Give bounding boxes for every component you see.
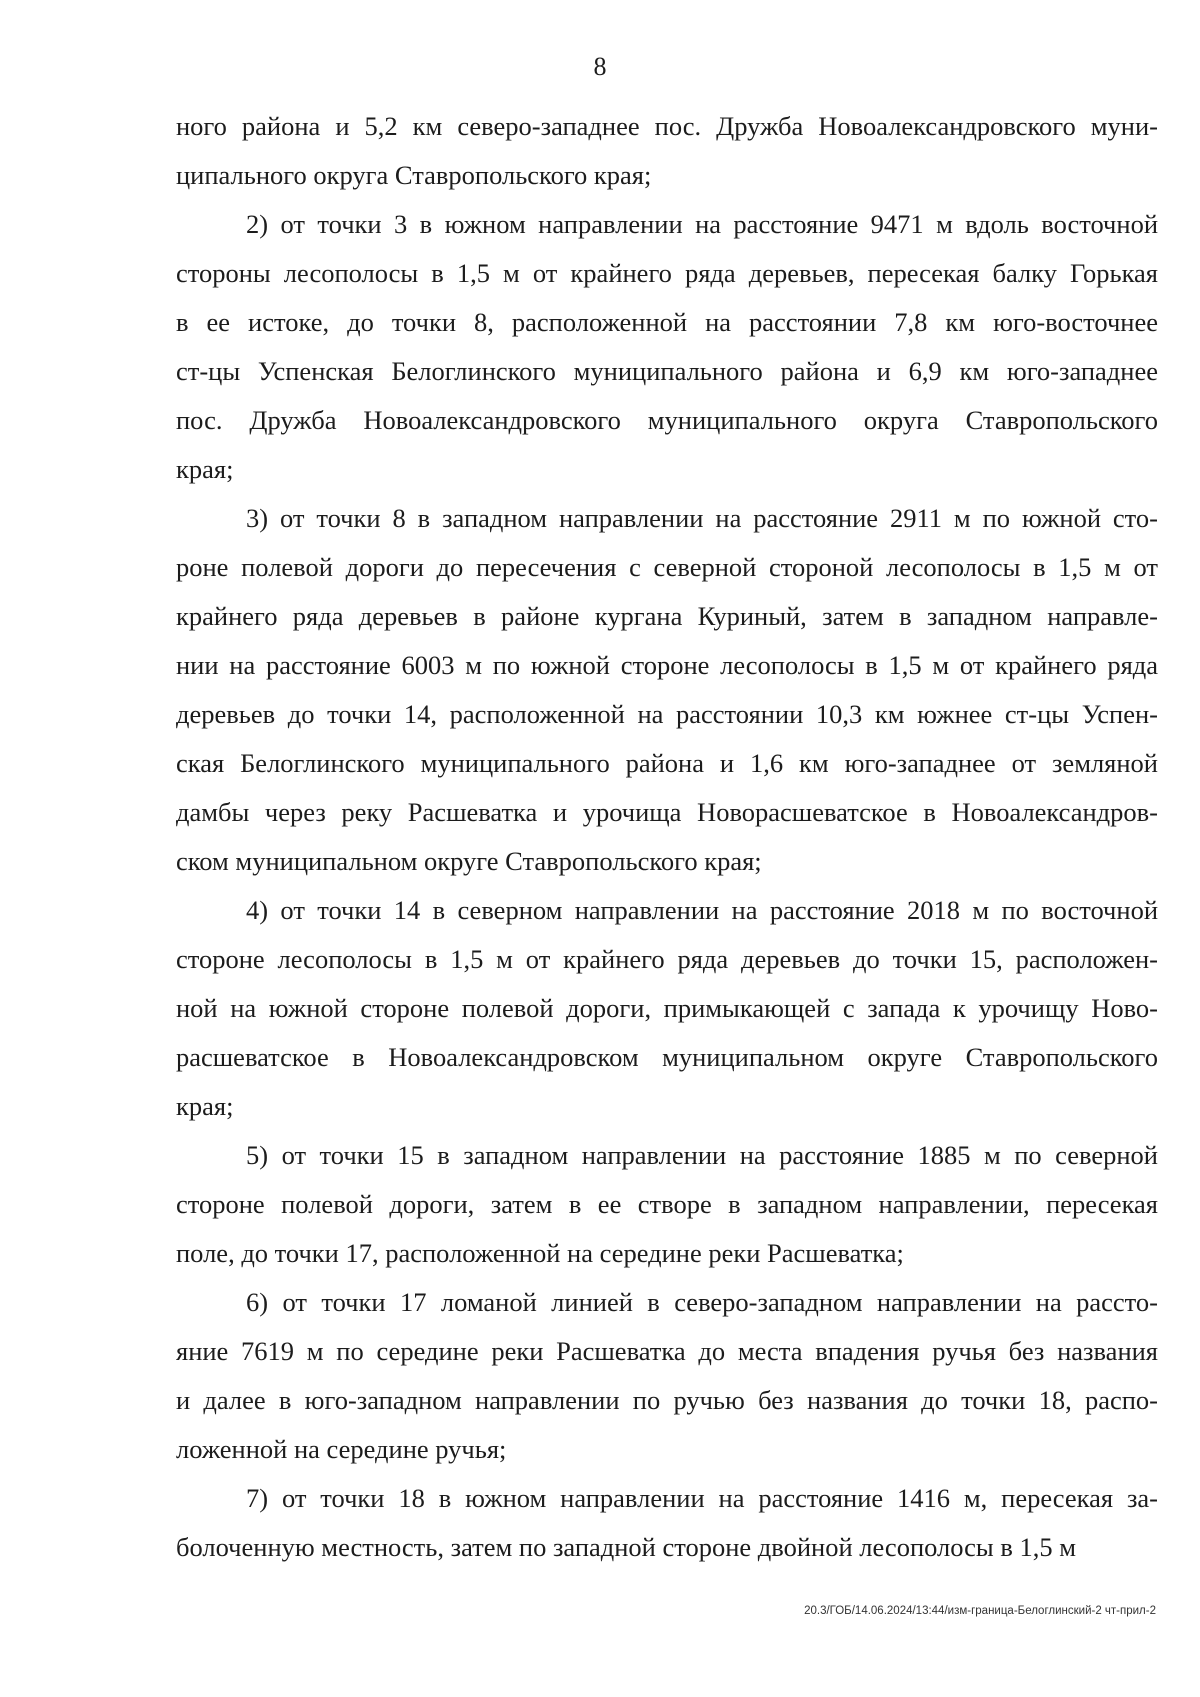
- text-line: 5) от точки 15 в западном направлении на расстояние 1885 м по северной: [246, 1140, 1158, 1170]
- text-line: стороне полевой дороги, затем в ее створе в западном направлении, пересекая: [176, 1189, 1158, 1219]
- text-line: 4) от точки 14 в северном направлении на расстояние 2018 м по восточной: [246, 895, 1158, 925]
- text-line: края;: [176, 454, 234, 484]
- paragraph: [176, 1474, 1158, 1572]
- text-line: 6) от точки 17 ломаной линией в северо-западном направлении на рассто-: [246, 1287, 1158, 1317]
- text-line: нии на расстояние 6003 м по южной стороне лесополосы в 1,5 м от крайнего ряда: [176, 650, 1158, 680]
- text-line: ском муниципальном округе Ставропольского края;: [176, 846, 762, 876]
- text-line: деревьев до точки 14, расположенной на расстоянии 10,3 км южнее ст-цы Успен-: [176, 699, 1158, 729]
- text-line: стороны лесополосы в 1,5 м от крайнего ряда деревьев, пересекая балку Горькая: [176, 258, 1158, 288]
- paragraph: [176, 200, 1158, 494]
- text-line: болоченную местность, затем по западной стороне двойной лесополосы в 1,5 м: [176, 1532, 1077, 1562]
- page-number: 8: [593, 52, 607, 81]
- text-line: стороне лесополосы в 1,5 м от крайнего ряда деревьев до точки 15, расположен-: [176, 944, 1158, 974]
- text-line: ного района и 5,2 км северо-западнее пос. Дружба Новоалександровского муни-: [176, 111, 1158, 141]
- text-line: роне полевой дороги до пересечения с северной стороной лесополосы в 1,5 м от: [176, 552, 1158, 582]
- text-line: дамбы через реку Расшеватка и урочища Новорасшеватское в Новоалександров-: [176, 797, 1158, 827]
- text-line: яние 7619 м по середине реки Расшеватка до места впадения ручья без названия: [176, 1336, 1158, 1366]
- text-line: пос. Дружба Новоалександровского муниципального округа Ставропольского: [176, 405, 1158, 435]
- paragraph: [176, 886, 1158, 1131]
- text-line: и далее в юго-западном направлении по ручью без названия до точки 18, распо-: [176, 1385, 1158, 1415]
- document-body: [176, 102, 1158, 1572]
- text-line: крайнего ряда деревьев в районе кургана Куриный, затем в западном направле-: [176, 601, 1158, 631]
- footer-document-code: 20.3/ГОБ/14.06.2024/13:44/изм-граница-Белоглинский-2 чт-прил-2: [804, 1605, 1156, 1617]
- paragraph: [176, 494, 1158, 886]
- text-line: поле, до точки 17, расположенной на середине реки Расшеватка;: [176, 1238, 904, 1268]
- paragraph: [176, 1131, 1158, 1278]
- text-line: 2) от точки 3 в южном направлении на расстояние 9471 м вдоль восточной: [246, 209, 1158, 239]
- text-line: 7) от точки 18 в южном направлении на расстояние 1416 м, пересекая за-: [246, 1483, 1158, 1513]
- text-line: ская Белоглинского муниципального района и 1,6 км юго-западнее от земляной: [176, 748, 1158, 778]
- text-line: в ее истоке, до точки 8, расположенной на расстоянии 7,8 км юго-восточнее: [176, 307, 1158, 337]
- text-line: ципального округа Ставропольского края;: [176, 160, 652, 190]
- text-line: 3) от точки 8 в западном направлении на расстояние 2911 м по южной сто-: [246, 503, 1158, 533]
- text-line: расшеватское в Новоалександровском муниципальном округе Ставропольского: [176, 1042, 1158, 1072]
- text-line: ной на южной стороне полевой дороги, примыкающей с запада к урочищу Ново-: [176, 993, 1158, 1023]
- text-line: ст-цы Успенская Белоглинского муниципального района и 6,9 км юго-западнее: [176, 356, 1158, 386]
- text-line: края;: [176, 1091, 234, 1121]
- text-line: ложенной на середине ручья;: [176, 1434, 507, 1464]
- paragraph: [176, 102, 1158, 200]
- paragraph: [176, 1278, 1158, 1474]
